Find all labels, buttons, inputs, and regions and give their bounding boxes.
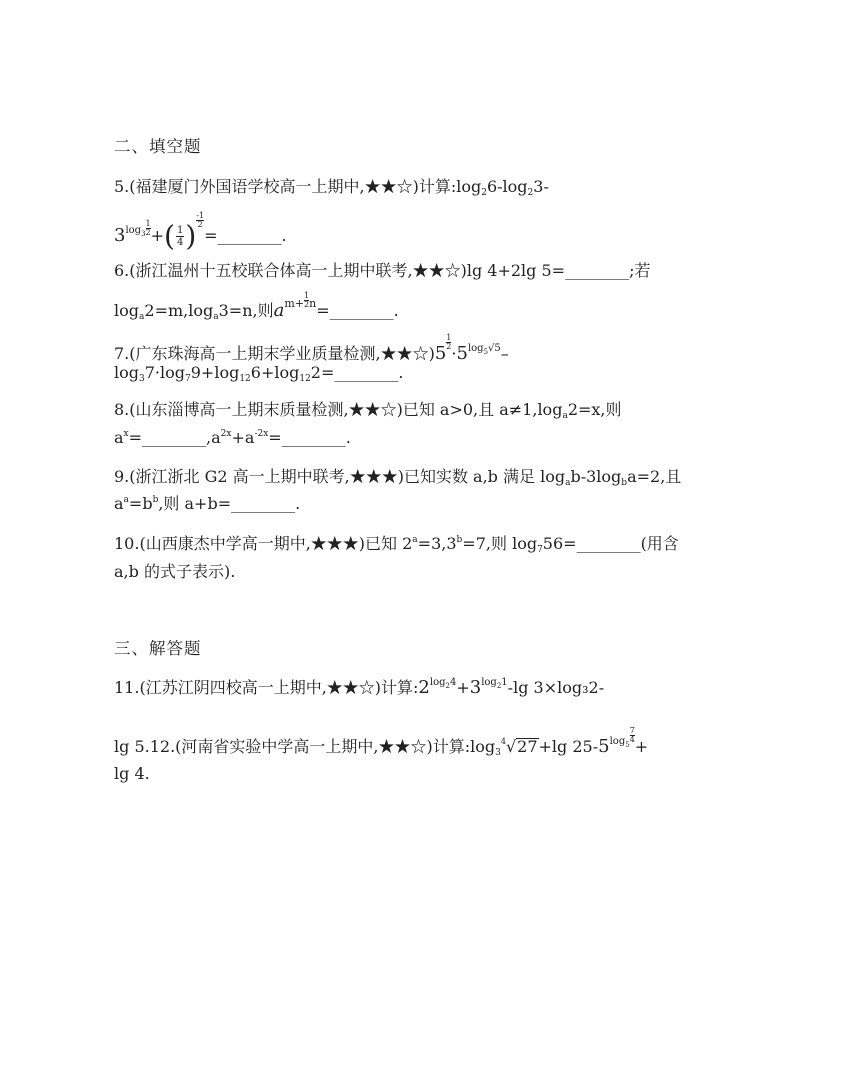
section-heading-solve: 三、解答题 <box>114 639 202 658</box>
question-9-line-1: 9.(浙江浙北 G2 高一上期中联考,★★★)已知实数 a,b 满足 $\log_ab-3\log_ba=2$,且 <box>114 467 682 488</box>
question-10-line-2: a,b 的式子表示). <box>114 562 236 581</box>
question-8-line-1: 8.(山东淄博高一上期末质量检测,★★☆)已知 a>0,且 $a\ne 1,\log_a2=x$,则 <box>114 400 622 421</box>
question-6-line-1: 6.(浙江温州十五校联合体高一上期中联考,★★☆)lg 4+2lg 5=________;若 <box>114 261 651 280</box>
question-7-line-2: $\log_37\cdot\log_79+\log_{12}6+\log_{12}2=\_\_\_\_\_\_\_\_$. <box>114 363 404 384</box>
question-11-line-1: 11.(江苏江阴四校高一上期中,★★☆)计算$:2^{log_24}+3^{log_21}-\lg$ 3×log₃2- <box>114 677 605 698</box>
question-9-line-2: $a^a=b^b$,则 a+b=________. <box>114 494 301 513</box>
question-5-expr: $\log_26-\log_23-$ <box>456 177 549 198</box>
question-7-line-1: 7.(广东珠海高一上期末学业质量检测,★★☆)5 $\frac{1}{2}$ $\cdot 5^{log_5√5}-$ <box>114 333 509 364</box>
question-8-line-2: $a^x=\_\_\_\_\_\_\_\_,a^{2x}+a^{-2x}=\_\_\_\_\_\_\_\_$. <box>114 428 351 447</box>
question-12-line-2: lg 4. <box>114 764 150 783</box>
question-5-prefix: 5.(福建厦门外国语学校高一上期中,★★☆)计算: <box>114 177 457 196</box>
question-5-line-1 <box>114 177 549 197</box>
question-10-line-1: 10.(山西康杰中学高一期中,★★★)已知 $2^a=3,3^b=7$,则 $\log_756=\_\_\_\_\_\_\_\_$(用含 <box>114 534 679 555</box>
question-5-line-2: $3^{log_3}$ $\frac{1}{2}$ +( $\frac{1}{4}$ ) $\frac{-1}{2}$ =________. <box>114 211 287 253</box>
question-5-end: =________. <box>204 226 287 245</box>
question-12-line: lg 5.12.(河南省实验中学高一上期中,★★☆)计算$:\log_3^4√27+\lg$ $25-5^{log_5}$ $\frac{7}{4}$ + <box>114 726 649 758</box>
section-heading-fill-in: 二、填空题 <box>114 137 202 156</box>
question-6-line-2: $\log_a2=m,\log_a3=n$,则$a^{m+ \frac{1}{2} n}=\_\_\_\_\_\_\_\_$. <box>114 291 399 322</box>
